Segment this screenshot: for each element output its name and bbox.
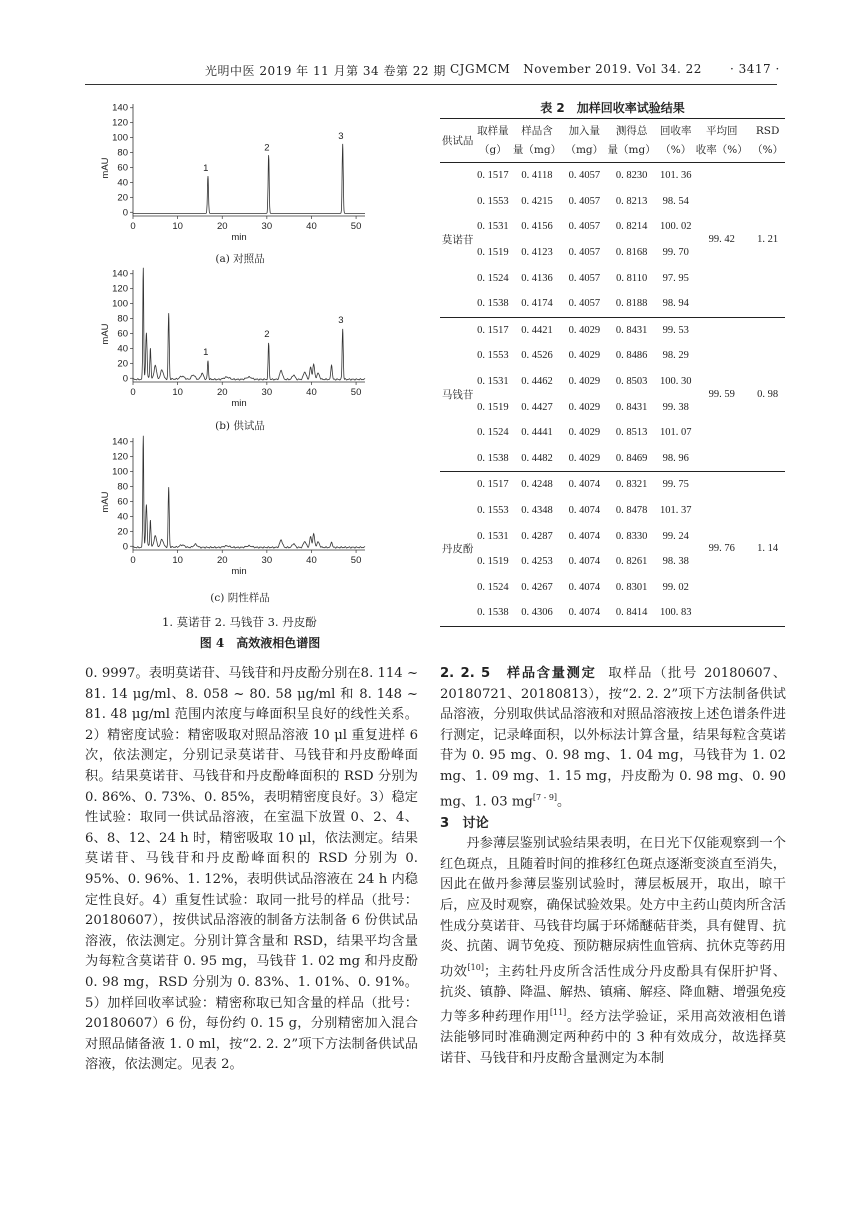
header-journal-en: CJGMCM November 2019. Vol 34. 22	[450, 62, 702, 76]
chromatogram-c	[95, 432, 395, 592]
x-tick-label: 20	[216, 221, 228, 232]
y-tick-label: 100	[112, 298, 128, 310]
table-cell: 0. 8168	[615, 247, 648, 259]
table-header-4: 测得总 量（mg）	[607, 125, 656, 156]
x-tick-label: 0	[130, 555, 136, 566]
y-axis-label: mAU	[100, 323, 111, 345]
table-cell: 0. 1517	[477, 324, 509, 336]
chromatogram-trace	[133, 436, 365, 548]
x-tick-label: 20	[216, 555, 228, 566]
table-cell: 98. 94	[662, 298, 689, 310]
table-cell: 99. 75	[662, 479, 689, 491]
y-tick-label: 0	[122, 541, 128, 553]
table-cell: 0. 1519	[477, 401, 509, 413]
table-cell: 100. 30	[659, 376, 692, 388]
y-tick-label: 40	[117, 511, 128, 523]
y-tick-label: 40	[117, 177, 128, 189]
x-axis-label: min	[231, 398, 247, 409]
peak-label: 1	[203, 163, 209, 175]
table-cell: 0. 8110	[616, 272, 648, 284]
table-cell: 0. 4057	[568, 195, 601, 207]
table-row	[440, 317, 785, 343]
section-2-2-5	[440, 664, 786, 813]
table-header-1: 取样量 （g）	[477, 125, 509, 156]
section-3-heading: 3 讨论	[440, 815, 489, 831]
table-group-name: 丹皮酚	[441, 544, 474, 556]
table-cell: 0. 4029	[568, 401, 601, 413]
chromatogram-trace	[133, 268, 365, 380]
table-cell: 99. 70	[662, 247, 689, 259]
table-cell: 0. 8321	[615, 479, 648, 491]
x-axis-label: min	[231, 566, 247, 577]
table-cell: 0. 4287	[521, 530, 553, 542]
table-cell: 0. 8230	[615, 170, 648, 182]
table-cell: 100. 83	[659, 607, 692, 619]
y-tick-label: 80	[117, 313, 128, 325]
table-cell: 0. 4074	[568, 556, 601, 568]
table-cell: 0. 1519	[477, 556, 509, 568]
y-tick-label: 100	[112, 132, 128, 144]
table-cell: 0. 4215	[521, 195, 553, 207]
section-3-text-2: ；主药牡丹皮所含活性成分丹皮酚具有保肝护肾、抗炎、镇静、降温、解热、镇痛、解痉、降血糖、增强免疫力等多种药理作用	[440, 964, 787, 1025]
peak-label: 3	[338, 131, 344, 143]
x-tick-label: 10	[172, 221, 183, 232]
x-tick-label: 30	[261, 555, 273, 566]
table-cell: 97. 95	[662, 272, 689, 284]
table-title: 表 2 加样回收率试验结果	[540, 101, 685, 115]
y-tick-label: 40	[117, 343, 128, 355]
chromatogram-a	[95, 98, 395, 258]
table-cell: 0. 4074	[568, 479, 601, 491]
y-tick-label: 60	[117, 496, 128, 508]
table-cell: 0. 4462	[521, 376, 553, 388]
figure-title: 图 4 高效液相色谱图	[199, 636, 321, 650]
table-cell: 0. 1538	[477, 298, 509, 310]
table-cell: 0. 8261	[615, 556, 648, 568]
table-cell: 100. 02	[659, 221, 692, 233]
table-cell: 0. 4074	[568, 607, 601, 619]
table-group-rsd: 1. 21	[757, 234, 779, 246]
table-cell: 0. 1524	[477, 427, 509, 439]
x-tick-label: 0	[130, 221, 136, 232]
section-3-text-1: 丹参薄层鉴别试验结果表明，在日光下仅能观察到一个红色斑点，且随着时间的推移红色斑点逐渐变淡直至消失，因此在做丹参薄层鉴别试验时，薄层板展开，取出，晾干后，应及时观察，确保试验效果。处方中主药山萸肉所含活性成分莫诺苷、马钱苷均属于环烯醚萜苷类，具有健胃、抗炎、抗菌、调节免疫、预防糖尿病性血管病、抗休克等药用功效	[440, 836, 786, 980]
table-cell: 0. 8503	[615, 376, 648, 388]
table-cell: 0. 4526	[521, 350, 553, 362]
table-cell: 0. 4029	[568, 350, 601, 362]
peak-label: 2	[264, 329, 270, 341]
table-cell: 0. 4253	[521, 556, 553, 568]
table-cell: 0. 8513	[615, 427, 648, 439]
table-group-rsd: 0. 98	[757, 388, 779, 400]
recovery-table	[440, 118, 785, 627]
citation-10: [10]	[467, 962, 484, 972]
y-axis-label: mAU	[100, 157, 111, 179]
table-cell: 0. 4118	[521, 170, 553, 182]
table-cell: 0. 4029	[568, 376, 601, 388]
y-tick-label: 120	[112, 451, 128, 463]
table-cell: 0. 4123	[521, 247, 553, 259]
table-cell: 0. 8330	[615, 530, 648, 542]
table-cell: 0. 1531	[477, 530, 509, 542]
table-cell: 0. 4248	[521, 479, 553, 491]
left-column-text	[85, 664, 418, 1076]
y-tick-label: 20	[117, 192, 128, 204]
table-cell: 0. 4029	[568, 427, 601, 439]
x-tick-label: 20	[216, 387, 228, 398]
y-tick-label: 60	[117, 162, 128, 174]
table-cell: 99. 53	[662, 324, 689, 336]
table-cell: 98. 29	[662, 350, 689, 362]
x-axis-label: min	[231, 232, 247, 243]
table-cell: 0. 4156	[521, 221, 553, 233]
table-cell: 0. 4174	[521, 298, 553, 310]
table-group-avg: 99. 59	[708, 388, 735, 400]
citation-11: [11]	[549, 1008, 567, 1018]
peak-label: 2	[264, 142, 270, 154]
x-tick-label: 40	[306, 221, 317, 232]
table-cell: 0. 8478	[615, 505, 648, 517]
x-tick-label: 10	[172, 387, 183, 398]
header-rule	[85, 84, 777, 85]
x-tick-label: 30	[261, 221, 273, 232]
table-cell: 0. 8431	[615, 324, 648, 336]
y-tick-label: 0	[122, 373, 128, 385]
y-tick-label: 120	[112, 117, 128, 129]
table-cell: 0. 8414	[615, 607, 648, 619]
y-tick-label: 140	[112, 436, 128, 448]
x-tick-label: 0	[130, 387, 136, 398]
table-cell: 0. 1519	[477, 247, 509, 259]
table-cell: 101. 07	[659, 427, 692, 439]
y-tick-label: 60	[117, 328, 128, 340]
y-tick-label: 80	[117, 481, 128, 493]
table-cell: 0. 4074	[568, 581, 601, 593]
table-cell: 0. 4136	[521, 272, 553, 284]
x-tick-label: 10	[172, 555, 183, 566]
y-tick-label: 100	[112, 466, 128, 478]
header-journal: 光明中医 2019 年 11 月第 34 卷第 22 期	[205, 64, 446, 78]
section-3-text	[440, 834, 786, 1069]
table-cell: 0. 1553	[477, 350, 509, 362]
table-cell: 0. 4441	[521, 427, 553, 439]
y-axis-label: mAU	[100, 491, 111, 513]
table-cell: 0. 1553	[477, 195, 509, 207]
chromatogram-a-caption: (a) 对照品	[215, 253, 265, 265]
table-cell: 0. 8431	[615, 401, 648, 413]
table-cell: 0. 8301	[615, 581, 648, 593]
table-cell: 0. 4074	[568, 530, 601, 542]
table-cell: 0. 1517	[477, 170, 509, 182]
table-cell: 0. 8213	[615, 195, 648, 207]
x-tick-label: 50	[350, 555, 362, 566]
table-header-6: 平均回 收率（%）	[695, 125, 748, 156]
table-cell: 0. 4074	[568, 505, 601, 517]
section-2-2-5-end: 。	[557, 793, 571, 809]
x-tick-label: 40	[306, 387, 317, 398]
x-tick-label: 50	[350, 221, 362, 232]
citation-7-9: [7 - 9]	[532, 792, 558, 802]
table-cell: 0. 1553	[477, 505, 509, 517]
table-group-rsd: 1. 14	[757, 543, 779, 555]
x-tick-label: 30	[261, 387, 273, 398]
table-group-avg: 99. 42	[708, 234, 735, 246]
table-cell: 0. 4421	[521, 324, 553, 336]
y-tick-label: 140	[112, 102, 128, 114]
table-header-3: 加入量 （mg）	[565, 125, 604, 156]
table-group-name: 马钱苷	[441, 389, 474, 401]
paragraph-method-validation: 0. 9997。表明莫诺苷、马钱苷和丹皮酚分别在8. 114 ~ 81. 14 μg/ml、8. 058 ~ 80. 58 μg/ml 和 8. 148 ~ 81. 48 μg/ml 范围内浓度与峰面积呈良好的线性关系。2）精密度试验：精密吸取对照品溶液 10 μl 重复进样 6 次，依法测定，分别记录莫诺苷、马钱苷和丹皮酚峰面积。结果莫诺苷、马钱苷和丹皮酚峰面积的 RSD 分别为 0. 86%、0. 73%、0. 85%，表明精密度良好。3）稳定性试验：取同一供试品溶液，在室温下放置 0、2、4、6、8、12、24 h 时，精密吸取 10 μl，依法测定。结果莫诺苷、马钱苷和丹皮酚峰面积的 RSD 分别为 0. 95%、0. 96%、1. 12%，表明供试品溶液在 24 h 内稳定性良好。4）重复性试验：取同一批号的样品（批号：20180607），按供试品溶液的制备方法制备 6 份供试品溶液，依法测定。分别计算含量和 RSD，结果平均含量为每粒含莫诺苷 0. 95 mg，马钱苷 1. 02 mg 和丹皮酚 0. 98 mg，RSD 分别为 0. 83%、1. 01%、0. 91%。5）加样回收率试验：精密称取已知含量的样品（批号：20180607）6 份，每份约 0. 15 g，分别精密加入混合对照品储备液 1. 0 ml，按“2. 2. 2”项下方法制备供试品溶液，依法测定。见表 2。	[85, 666, 418, 1073]
table-cell: 0. 1524	[477, 581, 509, 593]
y-tick-label: 20	[117, 526, 128, 538]
table-cell: 0. 8469	[615, 452, 648, 464]
table-header-2: 样品含 量（mg）	[512, 125, 562, 156]
table-row	[440, 163, 785, 189]
section-2-2-5-text: 取样品（批号 20180607、20180721、20180813），按“2. 2. 2”项下方法制备供试品溶液，分别取供试品溶液和对照品溶液按上述色谱条件进行测定，记录峰面积，以外标法计算含量，结果每粒含莫诺苷为 0. 95 mg、0. 98 mg、1. 04 mg，马钱苷为 1. 02 mg、1. 09 mg、1. 15 mg，丹皮酚为 0. 98 mg、0. 90 mg、1. 03 mg	[440, 666, 787, 809]
table-header-0: 供试品	[441, 134, 474, 147]
table-cell: 0. 4057	[568, 170, 601, 182]
table-cell: 99. 24	[662, 530, 689, 542]
table-row	[440, 472, 785, 498]
table-cell: 0. 4057	[568, 298, 601, 310]
y-tick-label: 140	[112, 268, 128, 280]
table-cell: 0. 4057	[568, 272, 601, 284]
y-tick-label: 120	[112, 283, 128, 295]
chromatogram-b	[95, 264, 395, 424]
section-3-text-3: 。经方法学验证，采用高效液相色谱法能够同时准确测定两种药中的 3 种有效成分，故选择莫诺苷、马钱苷和丹皮酚含量测定为本制	[440, 1009, 786, 1066]
figure-legend: 1. 莫诺苷 2. 马钱苷 3. 丹皮酚	[162, 615, 317, 629]
table-group-avg: 99. 76	[708, 543, 735, 555]
y-tick-label: 80	[117, 147, 128, 159]
peak-label: 1	[203, 347, 209, 359]
right-column-text	[440, 664, 786, 1069]
chromatogram-c-caption: (c) 阴性样品	[210, 592, 270, 604]
table-cell: 0. 8188	[615, 298, 648, 310]
y-tick-label: 0	[122, 207, 128, 219]
table-group-name: 莫诺苷	[441, 235, 474, 247]
table-cell: 0. 4057	[568, 247, 601, 259]
table-header-7: RSD （%）	[752, 125, 784, 156]
table-cell: 101. 37	[659, 505, 692, 517]
table-cell: 99. 38	[662, 401, 689, 413]
table-cell: 0. 4427	[521, 401, 553, 413]
y-tick-label: 20	[117, 358, 128, 370]
table-cell: 101. 36	[659, 170, 692, 182]
header-page-number: · 3417 ·	[730, 62, 780, 76]
table-cell: 0. 1531	[477, 376, 509, 388]
table-cell: 0. 4348	[521, 505, 553, 517]
chromatogram-trace	[133, 144, 365, 214]
table-cell: 99. 02	[662, 581, 689, 593]
table-cell: 0. 8214	[615, 221, 648, 233]
table-header-5: 回收率 （%）	[659, 125, 692, 156]
table-cell: 0. 4482	[521, 452, 553, 464]
table-cell: 0. 1524	[477, 272, 509, 284]
table-cell: 0. 4267	[521, 581, 553, 593]
table-cell: 0. 4057	[568, 221, 601, 233]
table-cell: 0. 1517	[477, 479, 509, 491]
table-cell: 0. 4029	[568, 452, 601, 464]
peak-label: 3	[338, 315, 344, 327]
x-tick-label: 50	[350, 387, 362, 398]
section-2-2-5-heading: 2. 2. 5 样品含量测定	[440, 666, 597, 681]
chromatogram-b-caption: (b) 供试品	[215, 420, 265, 432]
table-cell: 0. 4306	[521, 607, 553, 619]
table-cell: 0. 4029	[568, 324, 601, 336]
table-cell: 0. 1531	[477, 221, 509, 233]
table-cell: 0. 1538	[477, 607, 509, 619]
table-cell: 0. 8486	[615, 350, 648, 362]
table-cell: 98. 96	[662, 452, 689, 464]
table-cell: 98. 54	[662, 195, 689, 207]
x-tick-label: 40	[306, 555, 317, 566]
table-cell: 0. 1538	[477, 452, 509, 464]
table-cell: 98. 38	[662, 556, 689, 568]
